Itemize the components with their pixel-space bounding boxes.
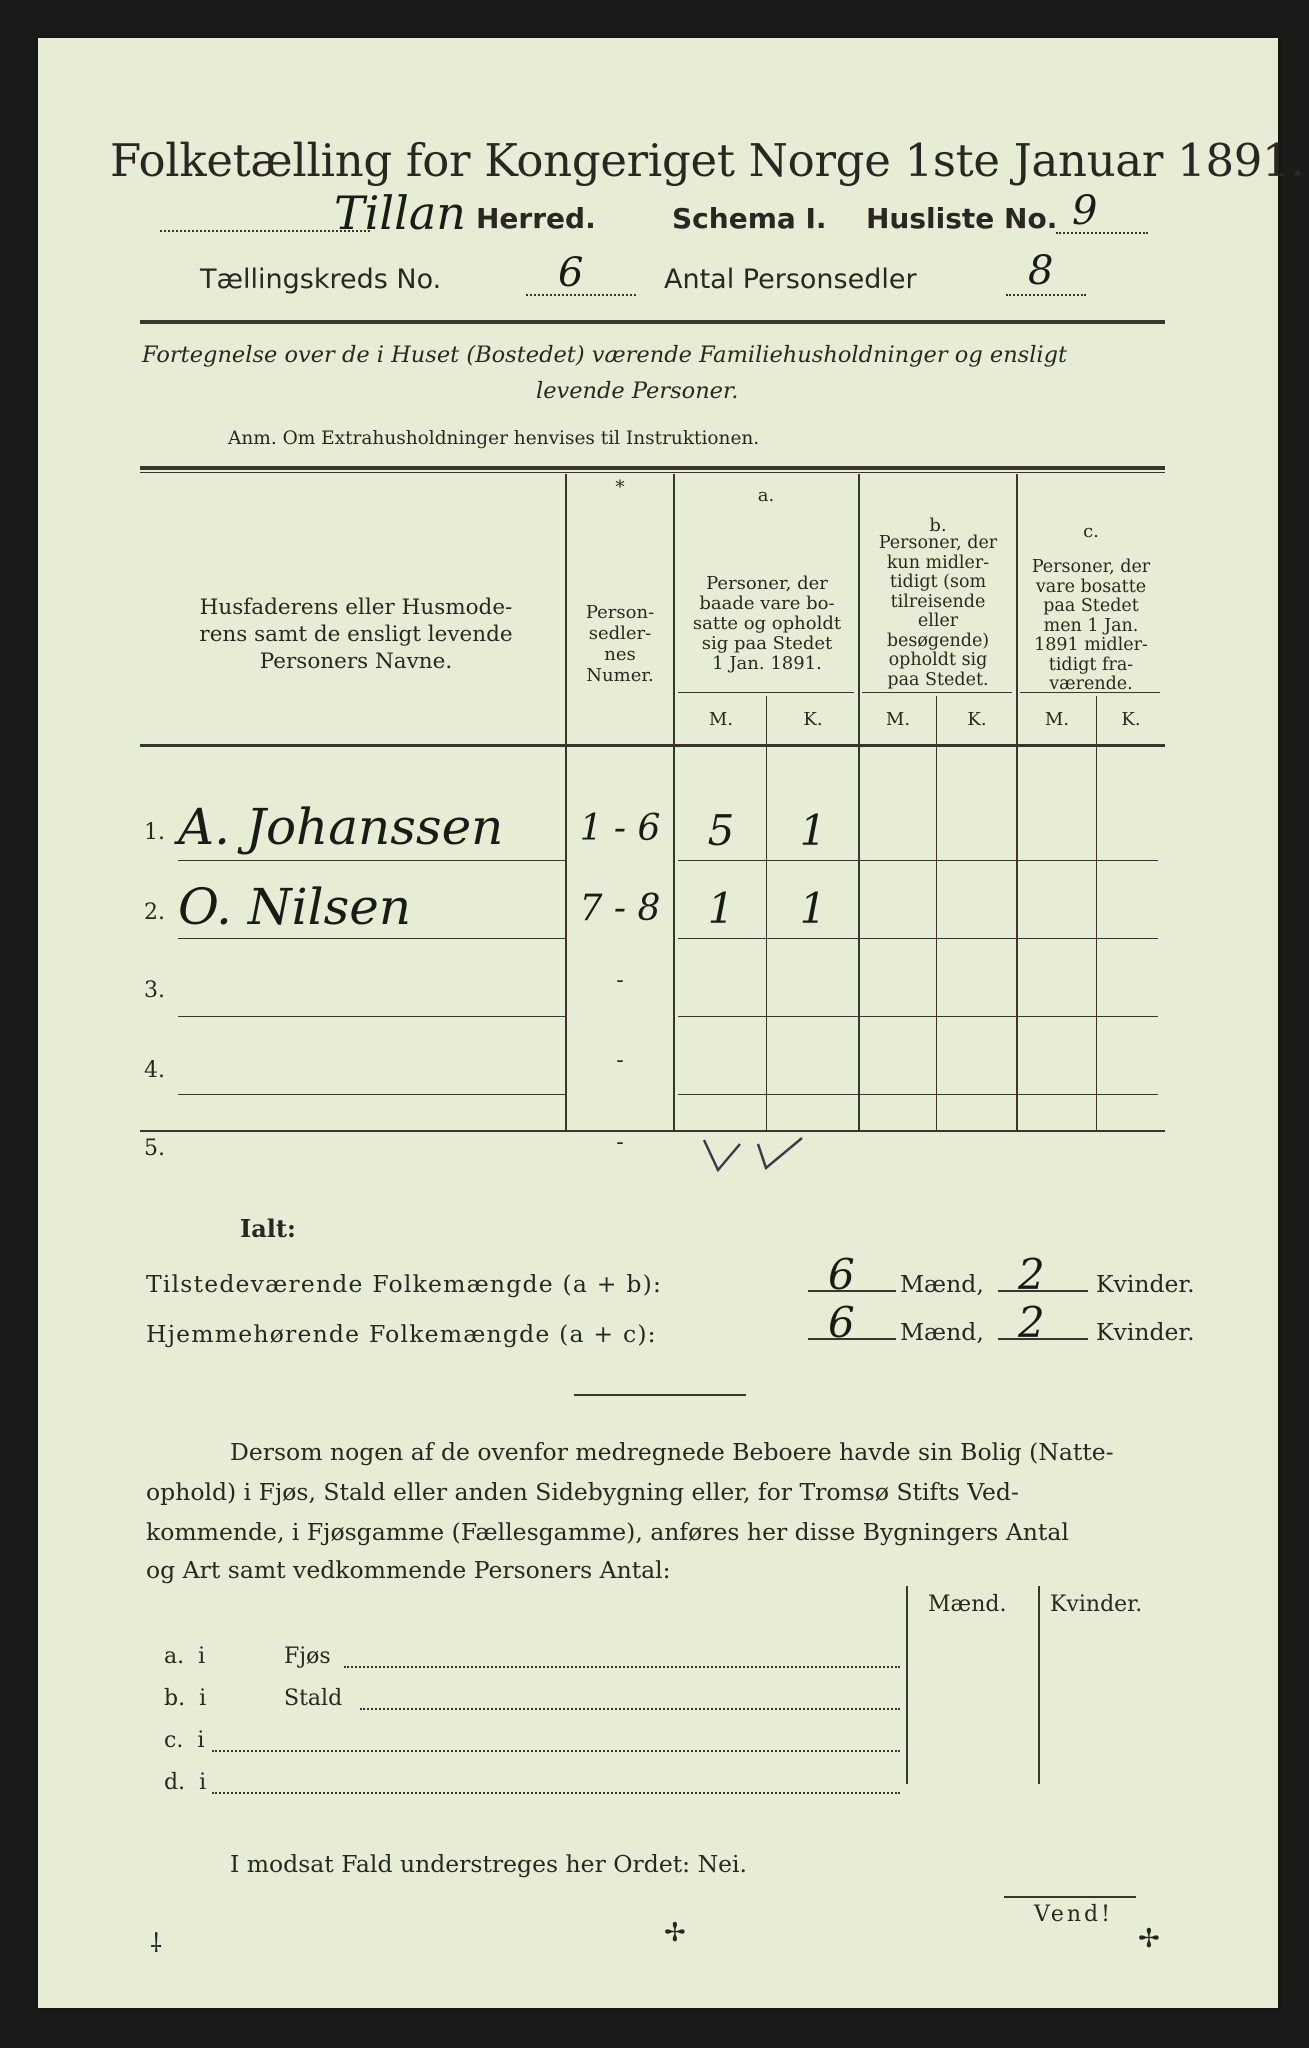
schema-label: Schema I. — [672, 202, 827, 235]
col-c-letter: c. — [1083, 521, 1099, 542]
bolig-item-d: d. i — [164, 1770, 207, 1795]
row-1-name: A. Johanssen — [178, 798, 504, 856]
row-2-numer: 7 - 8 — [579, 888, 661, 929]
kreds-label: Tællingskreds No. — [200, 264, 442, 295]
section-divider — [574, 1394, 746, 1396]
bolig-line1: Dersom nogen af de ovenfor medregnede Beboere havde sin Bolig (Natte- — [230, 1438, 1114, 1466]
tilstede-kvinder-label: Kvinder. — [1096, 1270, 1195, 1298]
row-4-numer: - — [616, 1048, 624, 1073]
row-3-number: 3. — [144, 978, 165, 1003]
hjemme-label: Hjemmehørende Folkemængde (a + c): — [146, 1320, 657, 1348]
bolig-item-c: c. i — [164, 1728, 205, 1753]
row-1-numer: 1 - 6 — [579, 808, 661, 849]
husliste-label: Husliste No. — [866, 202, 1058, 235]
census-form — [38, 38, 1305, 2008]
intro-line1: Fortegnelse over de i Huset (Bostedet) værende Familiehusholdninger og ensligt — [142, 342, 1068, 368]
corner-mark-left: ⸸ — [150, 1929, 163, 1959]
col-a-header: Personer, der baade vare bo- satte og opholdt sig paa Stedet 1 Jan. 1891. — [692, 573, 842, 674]
tilstede-kvinder-value: 2 — [1018, 1250, 1045, 1299]
row-2-a-k: 1 — [799, 884, 827, 933]
row-1-number: 1. — [144, 820, 165, 845]
names-column-header: Husfaderens eller Husmode- rens samt de ensligt levende Personers Navne. — [199, 595, 513, 674]
pencil-check-marks — [698, 1132, 818, 1182]
tilstede-maend-label: Mænd, — [900, 1270, 984, 1298]
corner-mark-center: ✢ — [664, 1918, 686, 1948]
row-3-numer: - — [616, 968, 624, 993]
bolig-item-a: a. i — [164, 1644, 206, 1669]
bolig-maend-header: Mænd. — [928, 1592, 1007, 1617]
nei-footer: I modsat Fald understreges her Ordet: Nei. — [230, 1850, 748, 1878]
vend-label: Vend! — [1034, 1902, 1113, 1927]
row-2-number: 2. — [144, 900, 165, 925]
col-b-header: Personer, der kun midler- tidigt (som tilreisende eller besøgende) opholdt sig paa Stedet. — [878, 533, 998, 690]
b-m-label: M. — [885, 709, 911, 730]
row-2-a-m: 1 — [707, 884, 735, 933]
bolig-line2: ophold) i Fjøs, Stald eller anden Sidebygning eller, for Tromsø Stifts Ved- — [146, 1478, 1019, 1506]
hjemme-kvinder-label: Kvinder. — [1096, 1318, 1195, 1346]
bolig-item-b: b. i — [164, 1686, 207, 1711]
numer-column-header: Person- sedler- nes Numer. — [585, 602, 655, 686]
row-5-number: 5. — [144, 1136, 165, 1161]
anm-note: Anm. Om Extrahusholdninger henvises til Instruktionen. — [228, 428, 760, 449]
col-a-letter: a. — [757, 485, 775, 506]
hjemme-kvinder-value: 2 — [1018, 1298, 1045, 1347]
c-k-label: K. — [1121, 709, 1141, 730]
row-2-name: O. Nilsen — [178, 878, 412, 936]
row-1-a-m: 5 — [707, 806, 735, 855]
husliste-value: 9 — [1072, 188, 1098, 234]
bolig-line4: og Art samt vedkommende Personers Antal: — [146, 1556, 671, 1584]
bolig-kvinder-header: Kvinder. — [1050, 1592, 1143, 1617]
personsedler-value: 8 — [1028, 248, 1054, 294]
bolig-item-a-label: Fjøs — [284, 1644, 331, 1669]
numer-star: * — [615, 477, 625, 498]
tilstede-label: Tilstedeværende Folkemængde (a + b): — [146, 1270, 663, 1298]
bolig-item-b-label: Stald — [284, 1686, 343, 1711]
hjemme-maend-value: 6 — [828, 1298, 855, 1347]
bolig-line3: kommende, i Fjøsgamme (Fællesgamme), anføres her disse Bygningers Antal — [146, 1518, 1069, 1546]
corner-mark-right: ✢ — [1138, 1924, 1160, 1954]
row-1-a-k: 1 — [799, 806, 827, 855]
ialt-label: Ialt: — [240, 1214, 296, 1243]
row-4-number: 4. — [144, 1058, 165, 1083]
b-k-label: K. — [967, 709, 987, 730]
tilstede-maend-value: 6 — [828, 1250, 855, 1299]
intro-line2: levende Personer. — [536, 378, 739, 404]
a-m-label: M. — [708, 709, 734, 730]
row-5-numer: - — [616, 1130, 624, 1155]
form-title: Folketælling for Kongeriget Norge 1ste Januar 1891. — [110, 134, 1305, 187]
col-c-header: Personer, der vare bosatte paa Stedet men 1 Jan. 1891 midler- tidigt fra- værende. — [1031, 557, 1151, 694]
kreds-value: 6 — [558, 250, 584, 296]
personsedler-label: Antal Personsedler — [664, 264, 917, 295]
c-m-label: M. — [1044, 709, 1070, 730]
col-b-letter: b. — [929, 515, 947, 536]
herred-value: Tillan — [334, 186, 466, 240]
a-k-label: K. — [803, 709, 823, 730]
hjemme-maend-label: Mænd, — [900, 1318, 984, 1346]
herred-label: Herred. — [476, 202, 596, 235]
